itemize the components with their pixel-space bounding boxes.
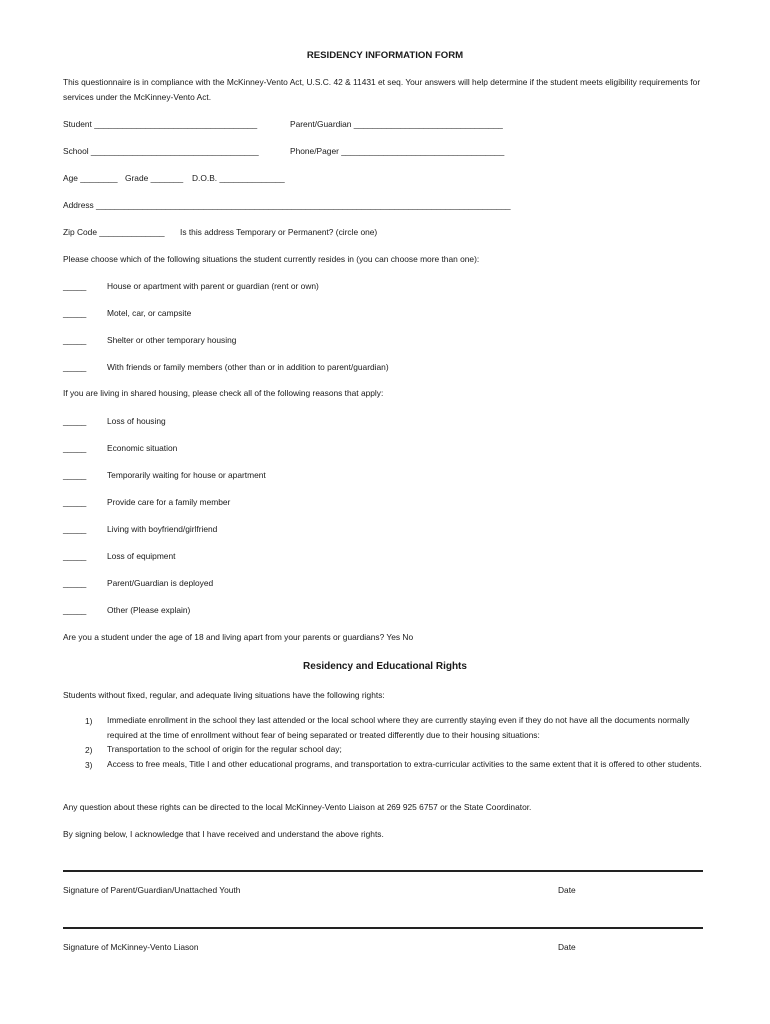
- under-18-question[interactable]: Are you a student under the age of 18 and living apart from your parents or guardians? Yes No: [63, 632, 414, 642]
- intro-paragraph: This questionnaire is in compliance with the McKinney-Vento Act, U.S.C. 42 & 11431 et seq. Your answers will help determine if the student meets eligibility requirements for services under the McKinney-Vento Act.: [63, 77, 701, 102]
- rights-item-text-2: Transportation to the school of origin for the regular school day;: [107, 744, 342, 754]
- parent-guardian-field[interactable]: Parent/Guardian ________________________________: [290, 119, 503, 129]
- situations-prompt: Please choose which of the following situations the student currently resides in (you can choose more than one):: [63, 254, 480, 264]
- school-field[interactable]: School ____________________________________: [63, 146, 259, 156]
- rights-item-number-2: 2): [85, 745, 93, 755]
- reason-label-7: Parent/Guardian is deployed: [107, 578, 214, 588]
- parent-signature-date-label: Date: [558, 885, 576, 895]
- student-field[interactable]: Student ___________________________________: [63, 119, 258, 129]
- age-field[interactable]: Age ________: [63, 173, 118, 183]
- rights-intro: Students without fixed, regular, and adequate living situations have the following rights:: [63, 690, 385, 700]
- parent-signature-line[interactable]: [63, 870, 703, 872]
- grade-field[interactable]: Grade _______: [125, 173, 184, 183]
- rights-contact-text: Any question about these rights can be directed to the local McKinney-Vento Liaison at 269 925 6757 or the State Coordinator.: [63, 802, 532, 812]
- zip-code-field[interactable]: Zip Code ______________: [63, 227, 165, 237]
- liaison-signature-date-label: Date: [558, 942, 576, 952]
- reason-checkbox-4[interactable]: _____: [63, 497, 87, 507]
- reason-label-1: Loss of housing: [107, 416, 166, 426]
- reason-label-2: Economic situation: [107, 443, 178, 453]
- situation-label-1: House or apartment with parent or guardian (rent or own): [107, 281, 319, 291]
- parent-signature-label: Signature of Parent/Guardian/Unattached Youth: [63, 885, 241, 895]
- form-title: RESIDENCY INFORMATION FORM: [306, 50, 464, 61]
- situation-label-3: Shelter or other temporary housing: [107, 335, 237, 345]
- address-field[interactable]: Address _________________________________________________________________________________________: [63, 200, 511, 210]
- reason-checkbox-8[interactable]: _____: [63, 605, 87, 615]
- rights-item-number-3: 3): [85, 760, 93, 770]
- reason-label-3: Temporarily waiting for house or apartment: [107, 470, 266, 480]
- phone-pager-field[interactable]: Phone/Pager ___________________________________: [290, 146, 505, 156]
- rights-item-text-3: Access to free meals, Title I and other educational programs, and transportation to extra-curricular activities to the same extent that it is offered to other students.: [107, 759, 702, 769]
- reason-label-4: Provide care for a family member: [107, 497, 231, 507]
- reason-label-5: Living with boyfriend/girlfriend: [107, 524, 218, 534]
- temporary-permanent-question: Is this address Temporary or Permanent? (circle one): [180, 227, 378, 237]
- liaison-signature-line[interactable]: [63, 927, 703, 929]
- situation-label-4: With friends or family members (other than or in addition to parent/guardian): [107, 362, 389, 372]
- rights-heading: Residency and Educational Rights: [303, 661, 467, 672]
- reason-checkbox-7[interactable]: _____: [63, 578, 87, 588]
- situation-checkbox-1[interactable]: _____: [63, 281, 87, 291]
- situation-checkbox-3[interactable]: _____: [63, 335, 87, 345]
- liaison-signature-label: Signature of McKinney-Vento Liason: [63, 942, 199, 952]
- rights-item-number-1: 1): [85, 716, 93, 726]
- reason-checkbox-5[interactable]: _____: [63, 524, 87, 534]
- reason-label-6: Loss of equipment: [107, 551, 176, 561]
- dob-field[interactable]: D.O.B. ______________: [192, 173, 285, 183]
- situation-checkbox-2[interactable]: _____: [63, 308, 87, 318]
- rights-item-text-1: Immediate enrollment in the school they last attended or the local school where they are currently staying even if they do not have all the documents normally required at the time of enrollment without fear of being separated or treated differently due to their housing situations:: [107, 715, 690, 740]
- reason-checkbox-6[interactable]: _____: [63, 551, 87, 561]
- situation-label-2: Motel, car, or campsite: [107, 308, 192, 318]
- reason-checkbox-3[interactable]: _____: [63, 470, 87, 480]
- reason-label-8: Other (Please explain): [107, 605, 191, 615]
- acknowledgement-text: By signing below, I acknowledge that I have received and understand the above rights.: [63, 829, 384, 839]
- reason-checkbox-1[interactable]: _____: [63, 416, 87, 426]
- situation-checkbox-4[interactable]: _____: [63, 362, 87, 372]
- reasons-prompt: If you are living in shared housing, please check all of the following reasons that apply:: [63, 388, 384, 398]
- reason-checkbox-2[interactable]: _____: [63, 443, 87, 453]
